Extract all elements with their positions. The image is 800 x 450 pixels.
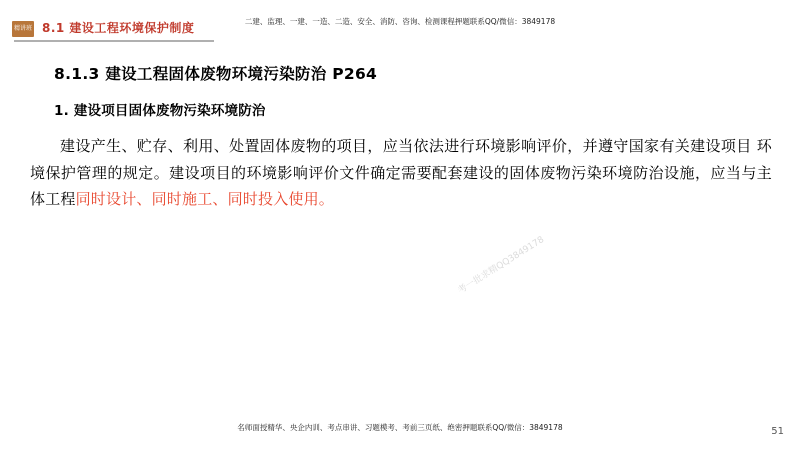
watermark: 考一批求精QQ3849178	[456, 234, 547, 297]
course-type-badge: 精讲班	[12, 21, 34, 37]
page-number: 51	[771, 426, 784, 437]
header-divider	[14, 40, 214, 42]
paragraph-text-highlight: 同时设计、同时施工、同时投入使用。	[75, 190, 335, 209]
slide-body	[0, 48, 800, 213]
page-title: 8.1 建设工程环境保护制度	[42, 21, 195, 35]
body-paragraph	[30, 133, 772, 213]
slide-header	[0, 8, 800, 34]
footer-contact-note: 名师面授精华、央企内训、考点串讲、习题模考、考前三页纸、绝密押题联系QQ/微信：3849178	[237, 423, 563, 432]
section-heading: 8.1.3 建设工程固体废物环境污染防治 P264	[54, 65, 378, 83]
subsection-heading: 1. 建设项目固体废物污染环境防治	[54, 103, 266, 119]
paragraph-text-plain: 建设产生、贮存、利用、处置固体废物的项目，应当依法进行环境影响评价，并遵守国家有关建设项目 环境保护管理的规定。建设项目的环境影响评价文件确定需要配套建设的固体废物污染环境防治设施，应当与主体工程	[30, 137, 772, 209]
header-contact-note: 二建、监理、一建、一造、二造、安全、消防、咨询、检测课程押题联系QQ/微信：3849178	[244, 17, 556, 26]
